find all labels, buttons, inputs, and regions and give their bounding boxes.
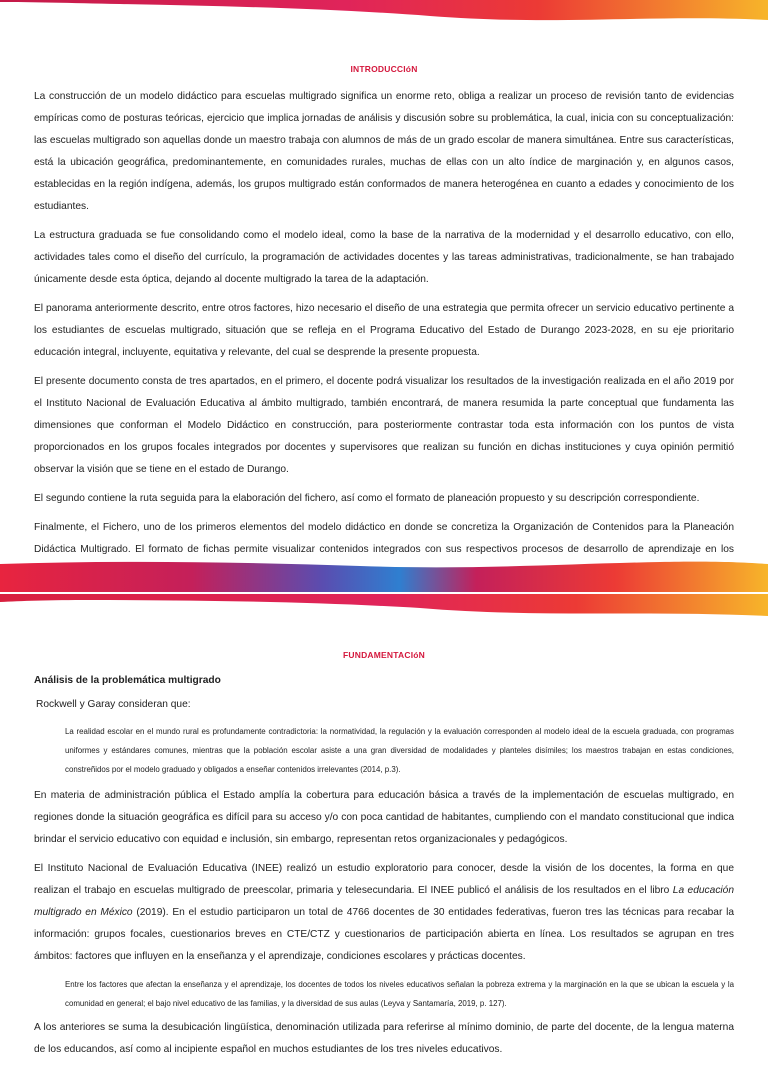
block-quote-2: Entre los factores que afectan la enseñanza y el aprendizaje, los docentes de todos los niveles educativos señalan la pobreza extrema y la marginación en la que se ubican la escuela y la comunidad en general; el bajo nivel educativo de las familias, y la diversidad de sus aulas (Leyva y Santamaría, 2019, p. 127). bbox=[65, 980, 734, 1008]
intro-paragraph-4: El presente documento consta de tres apartados, en el primero, el docente podrá visualizar los resultados de la investigación realizada en el año 2019 por el Instituto Nacional de Evaluación Educativa al ámbito multigrado, también encontrará, de manera resumida la parte conceptual que fundamenta las dimensiones que conforman el Modelo Didáctico en construcción, para posteriormente contrastar toda esta información con los puntos de vista proporcionados en los grupos focales integrados por docentes y supervisores que realizan su función en dichas instituciones y cuya opinión permitió observar la visión que se tiene en el estado de Durango. bbox=[34, 376, 734, 475]
block-quote-1: La realidad escolar en el mundo rural es profundamente contradictoria: la normatividad, la regulación y la evaluación corresponden al modelo ideal de la escuela graduada, con programas uniformes y estándares comunes, mientras que la población escolar asiste a una gran diversidad de modalidades y planteles disímiles; los maestros trabajan en estas condiciones, constreñidos por el modelo graduado y obligados a enseñar contenidos irrelevantes (2014, p.3). bbox=[65, 727, 734, 774]
intro-paragraph-5: El segundo contiene la ruta seguida para la elaboración del fichero, así como el formato de planeación propuesto y su descripción correspondiente. bbox=[34, 493, 700, 504]
introduction-heading: INTRODUCCIóN bbox=[350, 64, 418, 74]
introduction-section bbox=[34, 64, 734, 590]
top-wave-banner bbox=[0, 0, 768, 26]
fundamentacion-heading: FUNDAMENTACIóN bbox=[343, 650, 425, 660]
paragraph-text: (2019). En el estudio participaron un total de 4766 docentes de 30 entidades federativas, fueron tres las técnicas para recabar la información: grupos focales, cuestionarios breves en CTE/CTZ y cuestionarios de participación abierta en línea. Los resultados se agrupan en tres ámbitos: factores que influyen en la enseñanza y el aprendizaje, condiciones escolares y prácticas docentes. bbox=[34, 907, 734, 962]
quote-intro: Rockwell y Garay consideran que: bbox=[36, 699, 191, 710]
page-header-wave bbox=[0, 594, 768, 618]
page-footer-wave bbox=[0, 560, 768, 592]
body-paragraph-1: En materia de administración pública el Estado amplía la cobertura para educación básica a través de la implementación de escuelas multigrado, en regiones donde la situación geográfica es difícil para su acceso y/o con poca cantidad de habitantes, cumpliendo con el mandato constitucional que indica brindar el servicio educativo con equidad e inclusión, sin embargo, representan retos organizacionales y pedagógicos. bbox=[34, 790, 734, 845]
intro-paragraph-6: Finalmente, el Fichero, uno de los primeros elementos del modelo didáctico en donde se concretiza la Organización de Contenidos para la Planeación Didáctica Multigrado. El formato de fichas permite visualizar contenidos integrados con sus respectivos procesos de desarrollo de aprendizaje en los bbox=[34, 522, 734, 555]
fundamentacion-section bbox=[34, 650, 734, 1068]
section-subheading: Análisis de la problemática multigrado bbox=[34, 675, 221, 686]
intro-paragraph-3: El panorama anteriormente descrito, entre otros factores, hizo necesario el diseño de una estrategia que permita ofrecer un servicio educativo pertinente a los estudiantes de escuelas multigrado, situación que se refleja en el Programa Educativo del Estado de Durango 2023-2028, en su eje prioritario educación integral, incluyente, equitativa y relevante, del cual se desprende la presente propuesta. bbox=[34, 303, 734, 358]
book-title: La educación multigrado en México bbox=[34, 885, 735, 918]
body-paragraph-3: A los anteriores se suma la desubicación lingüística, denominación utilizada para referirse al mínimo dominio, de parte del docente, de la lengua materna de los educandos, así como al incipiente español en muchos estudiantes de los tres niveles educativos. bbox=[34, 1022, 734, 1055]
body-paragraph-2 bbox=[34, 858, 734, 968]
paragraph-text: El Instituto Nacional de Evaluación Educativa (INEE) realizó un estudio exploratorio para conocer, desde la visión de los docentes, la forma en que realizan el trabajo en escuelas multigrado de preescolar, primaria y telesecundaria. El INEE publicó el análisis de los resultados en el libro bbox=[34, 863, 734, 896]
intro-paragraph-2: La estructura graduada se fue consolidando como el modelo ideal, como la base de la narrativa de la modernidad y el desarrollo educativo, con ello, actividades tales como el diseño del currículo, la programación de actividades docentes y las tareas administrativas, tradicionalmente, se han trabajado únicamente desde esta óptica, dejando al docente multigrado la tarea de la adaptación. bbox=[34, 230, 734, 285]
intro-paragraph-1: La construcción de un modelo didáctico para escuelas multigrado significa un enorme reto, obliga a realizar un proceso de revisión tanto de evidencias empíricas como de posturas teóricas, ejercicio que implica jornadas de análisis y discusión sobre su problemática, la cual, inicia con su conceptualización: las escuelas multigrado son aquellas donde un maestro trabaja con alumnos de más de un grado escolar de manera simultánea. Entre sus características, está la ubicación geográfica, predominantemente, en comunidades rurales, muchas de ellas con un alto índice de marginación y, en algunos casos, establecidas en la región indígena, además, los grupos multigrado están conformados de manera heterogénea en cuanto a edades y conocimiento de los estudiantes. bbox=[34, 91, 734, 212]
